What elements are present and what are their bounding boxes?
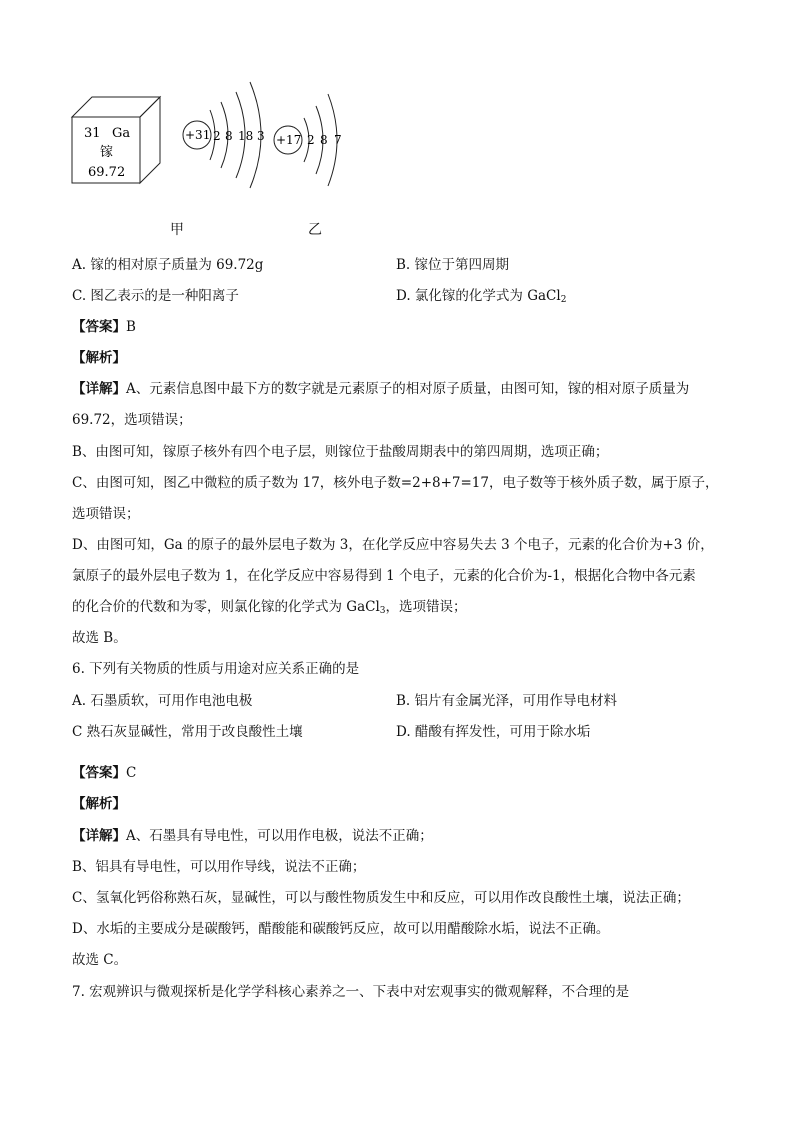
q5-detail-line-3: B、由图可知，镓原子核外有四个电子层，则镓位于盐酸周期表中的第四周期，选项正确； [72, 444, 609, 460]
figure-label-jia: 甲 [170, 222, 184, 238]
q5-detail-line-5: 选项错误； [72, 506, 140, 522]
q5-detail-line-1: 【详解】A、元素信息图中最下方的数字就是元素原子的相对原子质量，由图可知，镓的相对原子质量为 [72, 381, 690, 397]
ga-shell-1: 2 [213, 129, 221, 143]
ga-shell-2: 8 [225, 129, 233, 143]
q6-analysis-heading: 【解析】 [72, 796, 126, 812]
q5-analysis-heading: 【解析】 [72, 350, 126, 366]
cl-atom-diagram [274, 94, 342, 186]
q6-answer: 【答案】C [72, 765, 137, 781]
q5-detail-line-4: C、由图可知，图乙中微粒的质子数为 17，核外电子数=2+8+7=17，电子数等于核外质子数，属于原子， [72, 475, 719, 491]
element-info-box [72, 97, 160, 183]
figure-label-yi: 乙 [308, 222, 322, 238]
q6-detail-line-3: C、氢氧化钙俗称熟石灰，显碱性，可以与酸性物质发生中和反应，可以用作改良酸性土壤，说法正确； [72, 890, 690, 906]
q5-answer: 【答案】B [72, 319, 136, 335]
q6-question: 6. 下列有关物质的性质与用途对应关系正确的是 [72, 661, 360, 677]
q6-detail-line-4: D、水垢的主要成分是碳酸钙，醋酸能和碳酸钙反应，故可以用醋酸除水垢，说法不正确。 [72, 921, 610, 937]
element-symbol: Ga [112, 126, 131, 141]
q6-option-d: D. 醋酸有挥发性，可用于除水垢 [396, 724, 591, 740]
q7-question: 7. 宏观辨识与微观探析是化学学科核心素养之一、下表中对宏观事实的微观解释，不合理的是 [72, 984, 630, 1000]
cl-shell-1: 2 [307, 133, 315, 147]
q5-detail-line-8: 的化合价的代数和为零，则氯化镓的化学式为 GaCl$_3$，选项错误； [72, 599, 467, 616]
q5-detail-line-2: 69.72，选项错误； [72, 412, 192, 428]
q5-option-c: C. 图乙表示的是一种阳离子 [72, 288, 239, 304]
q5-option-a: A. 镓的相对原子质量为 69.72g [72, 257, 264, 273]
ga-shell-3: 18 [238, 129, 254, 143]
q6-detail-line-1: 【详解】A、石墨具有导电性，可以用作电极，说法不正确； [72, 828, 433, 844]
element-and-atom-figure [60, 80, 380, 250]
q6-option-a: A. 石墨质软，可用作电池电极 [72, 693, 253, 709]
q5-conclusion: 故选 B。 [72, 630, 127, 646]
q5-option-d: D. 氯化镓的化学式为 GaCl$_2$ [396, 288, 567, 305]
q6-option-c: C 熟石灰显碱性，常用于改良酸性土壤 [72, 724, 303, 740]
element-name: 镓 [100, 145, 114, 160]
ga-atom-diagram [183, 82, 265, 188]
q6-conclusion: 故选 C。 [72, 952, 128, 968]
q5-detail-line-7: 氯原子的最外层电子数为 1，在化学反应中容易得到 1 个电子，元素的化合价为-1，根据化合物中各元素 [72, 568, 696, 584]
cl-nucleus: +17 [276, 133, 302, 147]
q6-detail-line-2: B、铝具有导电性，可以用作导线，说法不正确； [72, 859, 366, 875]
atomic-number: 31 [84, 126, 101, 141]
q6-option-b: B. 铝片有金属光泽，可用作导电材料 [396, 693, 618, 709]
q5-option-b: B. 镓位于第四周期 [396, 257, 510, 273]
atomic-mass: 69.72 [88, 165, 126, 180]
ga-shell-4: 3 [257, 129, 265, 143]
cl-shell-2: 8 [320, 133, 328, 147]
ga-nucleus: +31 [185, 128, 211, 142]
q5-detail-line-6: D、由图可知，Ga 的原子的最外层电子数为 3，在化学反应中容易失去 3 个电子，元素的化合价为+3 价， [72, 537, 714, 553]
cl-shell-3: 7 [334, 133, 342, 147]
